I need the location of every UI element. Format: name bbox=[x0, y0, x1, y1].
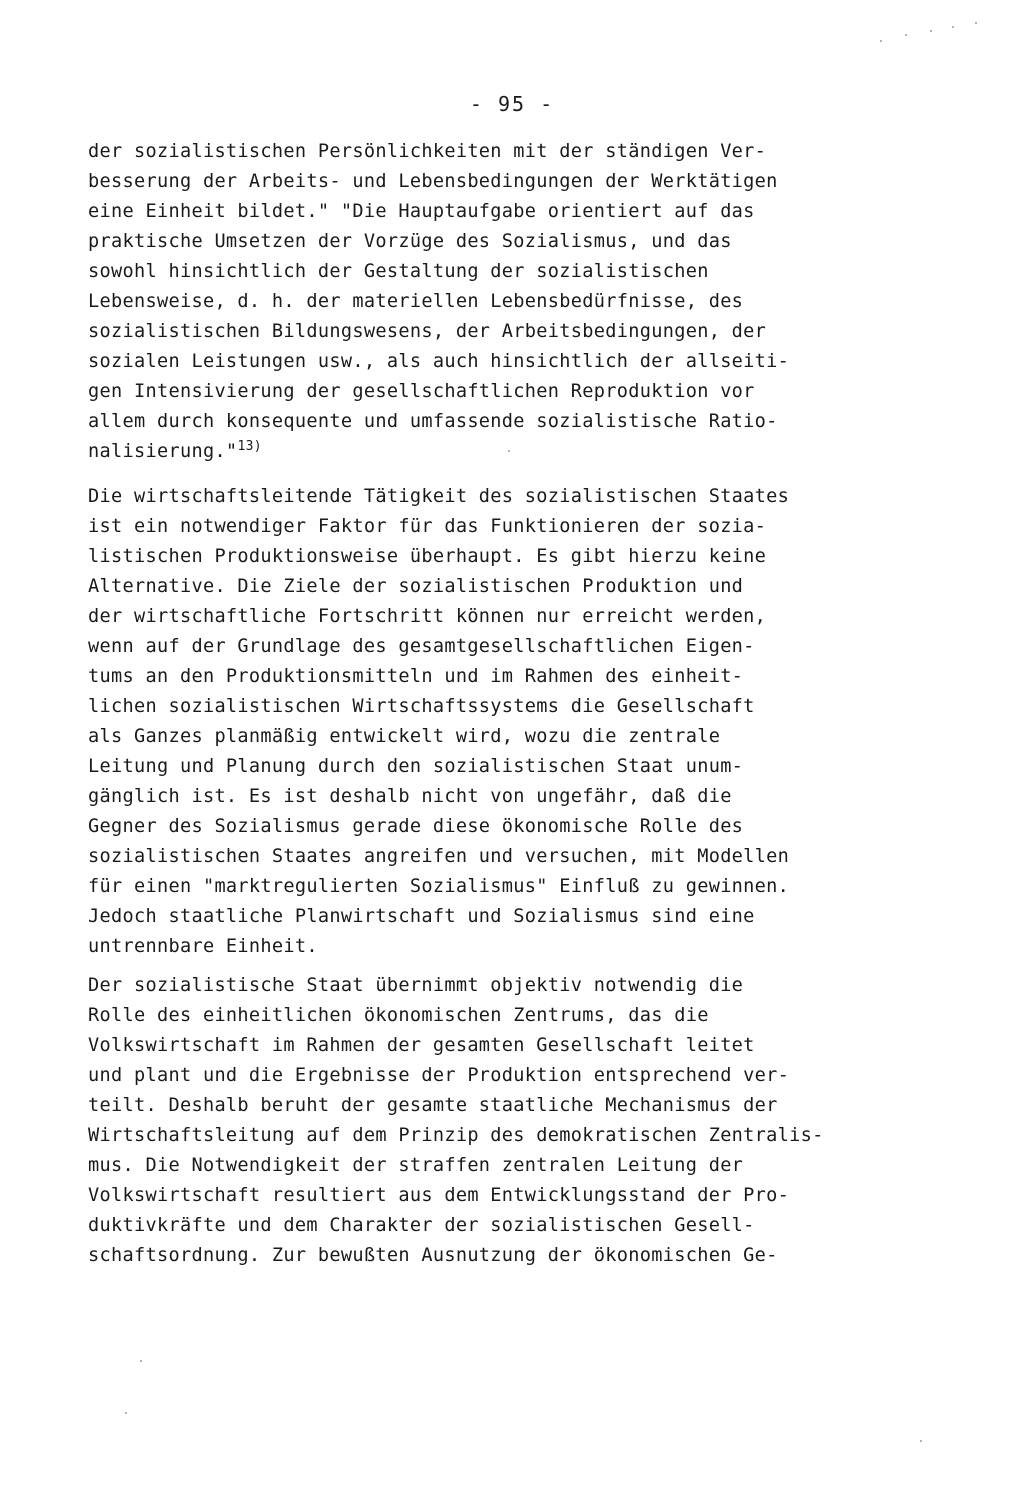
text-line: Volkswirtschaft im Rahmen der gesamten Gesellschaft leitet bbox=[88, 1035, 755, 1056]
scan-speck bbox=[880, 40, 882, 42]
scan-speck bbox=[952, 26, 954, 28]
scan-speck bbox=[930, 30, 932, 32]
text-line: für einen "marktregulierten Sozialismus" Einfluß zu gewinnen. bbox=[88, 876, 790, 897]
text-line: eine Einheit bildet." "Die Hauptaufgabe orientiert auf das bbox=[88, 201, 755, 222]
text-line: praktische Umsetzen der Vorzüge des Sozialismus, und das bbox=[88, 231, 732, 252]
text-line: sozialistischen Staates angreifen und versuchen, mit Modellen bbox=[88, 846, 790, 867]
text-line: wenn auf der Grundlage des gesamtgesellschaftlichen Eigen- bbox=[88, 636, 755, 657]
scan-speck bbox=[508, 450, 510, 452]
text-line: Die wirtschaftsleitende Tätigkeit des sozialistischen Staates bbox=[88, 486, 790, 507]
text-line: tums an den Produktionsmitteln und im Rahmen des einheit- bbox=[88, 666, 744, 687]
paragraph-1 bbox=[88, 137, 868, 467]
scan-speck bbox=[140, 1360, 142, 1362]
scan-speck bbox=[920, 1440, 922, 1442]
text-line: lichen sozialistischen Wirtschaftssystems die Gesellschaft bbox=[88, 696, 755, 717]
text-line: Jedoch staatliche Planwirtschaft und Sozialismus sind eine bbox=[88, 906, 755, 927]
text-line: mus. Die Notwendigkeit der straffen zentralen Leitung der bbox=[88, 1155, 744, 1176]
text-line: teilt. Deshalb beruht der gesamte staatliche Mechanismus der bbox=[88, 1095, 778, 1116]
text-line: sowohl hinsichtlich der Gestaltung der sozialistischen bbox=[88, 261, 709, 282]
text-line: Wirtschaftsleitung auf dem Prinzip des demokratischen Zentralis- bbox=[88, 1125, 824, 1146]
text-line: Lebensweise, d. h. der materiellen Lebensbedürfnisse, des bbox=[88, 291, 744, 312]
text-line: Leitung und Planung durch den sozialistischen Staat unum- bbox=[88, 756, 744, 777]
text-line: duktivkräfte und dem Charakter der sozialistischen Gesell- bbox=[88, 1215, 755, 1236]
text-line: der sozialistischen Persönlichkeiten mit der ständigen Ver- bbox=[88, 141, 767, 162]
text-line: Der sozialistische Staat übernimmt objektiv notwendig die bbox=[88, 975, 744, 996]
text-line: allem durch konsequente und umfassende sozialistische Ratio- bbox=[88, 411, 778, 432]
text-line: sozialistischen Bildungswesens, der Arbeitsbedingungen, der bbox=[88, 321, 767, 342]
text-line: Alternative. Die Ziele der sozialistischen Produktion und bbox=[88, 576, 744, 597]
page-number: - 95 - bbox=[469, 92, 555, 116]
text-line: untrennbare Einheit. bbox=[88, 936, 318, 957]
text-line: listischen Produktionsweise überhaupt. Es gibt hierzu keine bbox=[88, 546, 767, 567]
text-line: als Ganzes planmäßig entwickelt wird, wozu die zentrale bbox=[88, 726, 721, 747]
text-line: gen Intensivierung der gesellschaftlichen Reproduktion vor bbox=[88, 381, 755, 402]
text-line: besserung der Arbeits- und Lebensbedingungen der Werktätigen bbox=[88, 171, 778, 192]
scan-speck bbox=[125, 1412, 127, 1414]
text-line: und plant und die Ergebnisse der Produktion entsprechend ver- bbox=[88, 1065, 790, 1086]
text-line: gänglich ist. Es ist deshalb nicht von ungefähr, daß die bbox=[88, 786, 732, 807]
scan-speck bbox=[975, 22, 977, 24]
text-line: ist ein notwendiger Faktor für das Funktionieren der sozia- bbox=[88, 516, 767, 537]
text-line-with-footnote bbox=[88, 437, 868, 467]
text-line: Volkswirtschaft resultiert aus dem Entwicklungsstand der Pro- bbox=[88, 1185, 790, 1206]
text-line: Gegner des Sozialismus gerade diese ökonomische Rolle des bbox=[88, 816, 744, 837]
paragraph-2 bbox=[88, 482, 868, 962]
text-line: schaftsordnung. Zur bewußten Ausnutzung der ökonomischen Ge- bbox=[88, 1245, 778, 1266]
paragraph-3 bbox=[88, 971, 868, 1271]
scan-speck bbox=[905, 34, 907, 36]
text-line: sozialen Leistungen usw., als auch hinsichtlich der allseiti- bbox=[88, 351, 790, 372]
text-line: nalisierung." bbox=[88, 441, 238, 462]
footnote-reference: 13) bbox=[237, 439, 262, 454]
text-line: Rolle des einheitlichen ökonomischen Zentrums, das die bbox=[88, 1005, 709, 1026]
text-line: der wirtschaftliche Fortschritt können nur erreicht werden, bbox=[88, 606, 767, 627]
